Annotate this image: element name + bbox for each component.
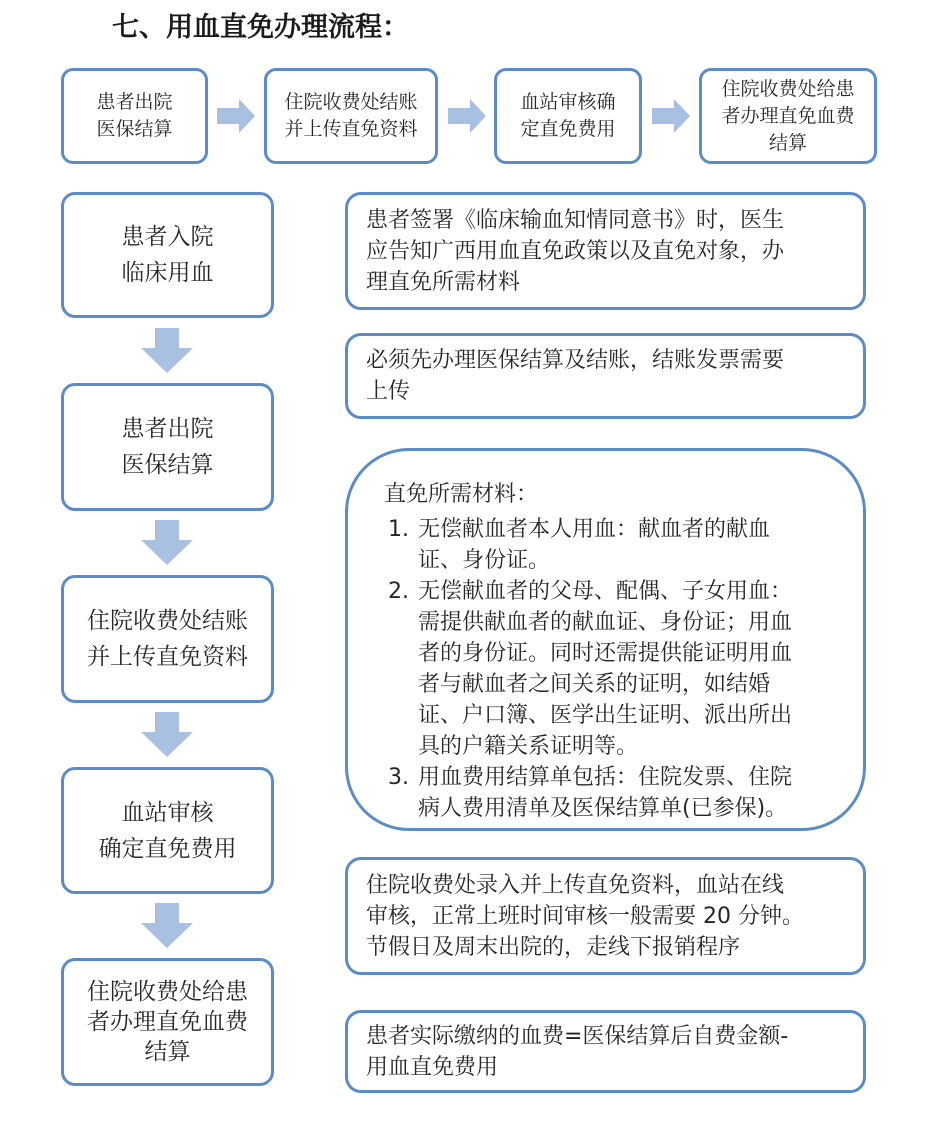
materials-list	[384, 514, 837, 824]
down-arrow-icon	[139, 712, 195, 758]
note-consent: 患者签署《临床输血知情同意书》时，医生 应告知广西用血直免政策以及直免对象，办 理直免所需材料	[345, 192, 866, 310]
step-admission-transfusion: 患者入院 临床用血	[61, 192, 274, 318]
right-arrow-icon	[217, 97, 257, 135]
list-item: 1. 无偿献血者本人用血：献血者的献血 证、身份证。	[416, 514, 837, 576]
down-arrow-icon	[139, 520, 195, 566]
note-online-review: 住院收费处录入并上传直免资料，血站在线 审核，正常上班时间审核一般需要 20 分钟。 节假日及周末出院的，走线下报销程序	[345, 857, 866, 975]
top-step-final-settlement: 住院收费处给患 者办理直免血费 结算	[699, 68, 877, 164]
step-discharge-settlement: 患者出院 医保结算	[61, 383, 274, 511]
list-item: 3. 用血费用结算单包括：住院发票、住院 病人费用清单及医保结算单(已参保)。	[416, 762, 837, 824]
materials-heading: 直免所需材料：	[384, 482, 539, 507]
note-actual-payment: 患者实际缴纳的血费=医保结算后自费金额- 用血直免费用	[345, 1010, 866, 1093]
note-settle-first: 必须先办理医保结算及结账，结账发票需要 上传	[345, 333, 866, 419]
down-arrow-icon	[139, 328, 195, 374]
note-required-materials	[345, 448, 866, 831]
list-item: 2. 无偿献血者的父母、配偶、子女用血： 需提供献血者的献血证、身份证；用血 者的身份证。同时还需提供能证明用血 者与献血者之间关系的证明，如结婚 证、户口簿、医学出生证明、派出所出 具的户籍关系证明等。	[416, 576, 837, 762]
top-step-checkout-upload: 住院收费处结账 并上传直免资料	[264, 68, 438, 164]
page-title: 七、用血直免办理流程：	[112, 12, 409, 43]
right-arrow-icon	[652, 97, 692, 135]
step-checkout-upload: 住院收费处结账 并上传直免资料	[61, 575, 274, 703]
down-arrow-icon	[139, 903, 195, 949]
right-arrow-icon	[448, 97, 488, 135]
top-step-discharge-settlement: 患者出院 医保结算	[61, 68, 208, 164]
top-step-blood-station-review: 血站审核确 定直免费用	[494, 68, 642, 164]
step-final-settlement: 住院收费处给患 者办理直免血费 结算	[61, 958, 274, 1086]
step-blood-station-review: 血站审核 确定直免费用	[61, 767, 274, 894]
